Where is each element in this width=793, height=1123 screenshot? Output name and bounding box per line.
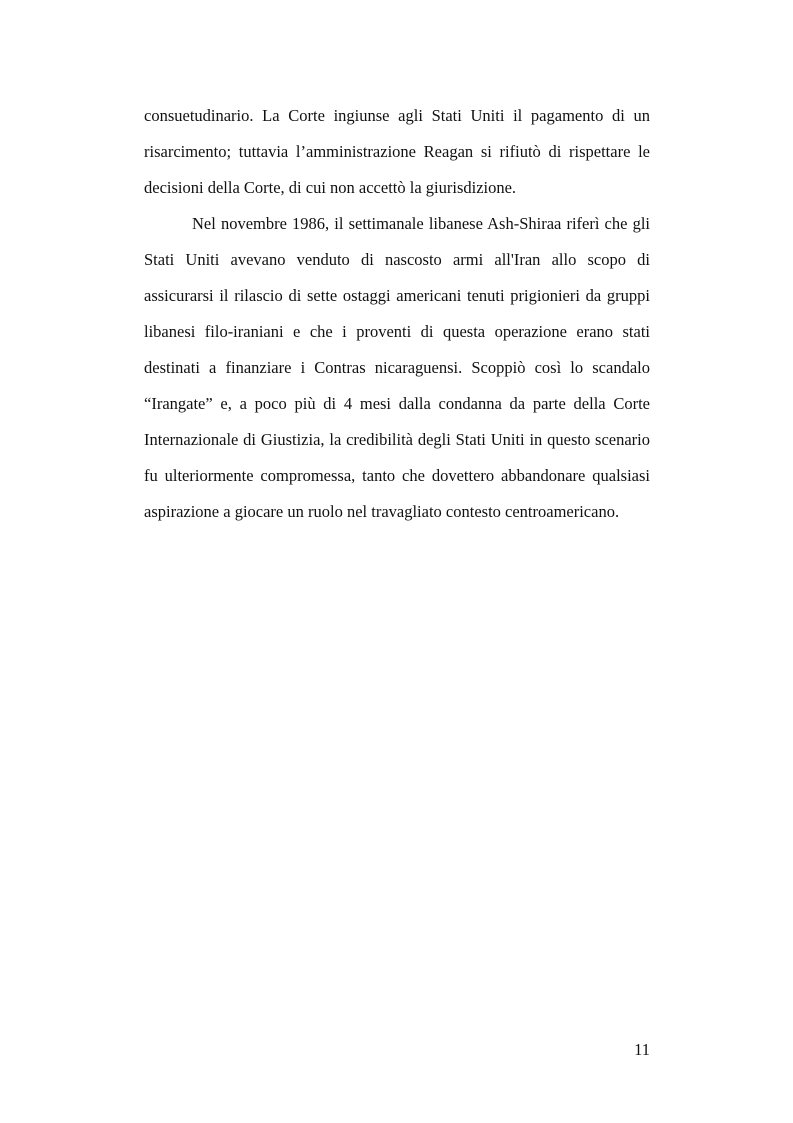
paragraph-irangate: Nel novembre 1986, il settimanale libanese Ash-Shiraa riferì che gli Stati Uniti avevano venduto di nascosto armi all'Iran allo scopo di assicurarsi il rilascio di sette ostaggi americani tenuti prigionieri da gruppi libanesi filo-iraniani e che i proventi di questa operazione erano stati destinati a finanziare i Contras nicaraguensi. Scoppiò così lo scandalo “Irangate” e, a poco più di 4 mesi dalla condanna da parte della Corte Internazionale di Giustizia, la credibilità degli Stati Uniti in questo scenario fu ulteriormente compromessa, tanto che dovettero abbandonare qualsiasi aspirazione a giocare un ruolo nel travagliato contesto centroamericano. bbox=[144, 214, 650, 521]
page-number: 11 bbox=[634, 1040, 650, 1059]
body-text bbox=[144, 98, 650, 530]
paragraph-continuation: consuetudinario. La Corte ingiunse agli Stati Uniti il pagamento di un risarcimento; tuttavia l’amministrazione Reagan si rifiutò di rispettare le decisioni della Corte, di cui non accettò la giurisdizione. bbox=[144, 106, 650, 197]
